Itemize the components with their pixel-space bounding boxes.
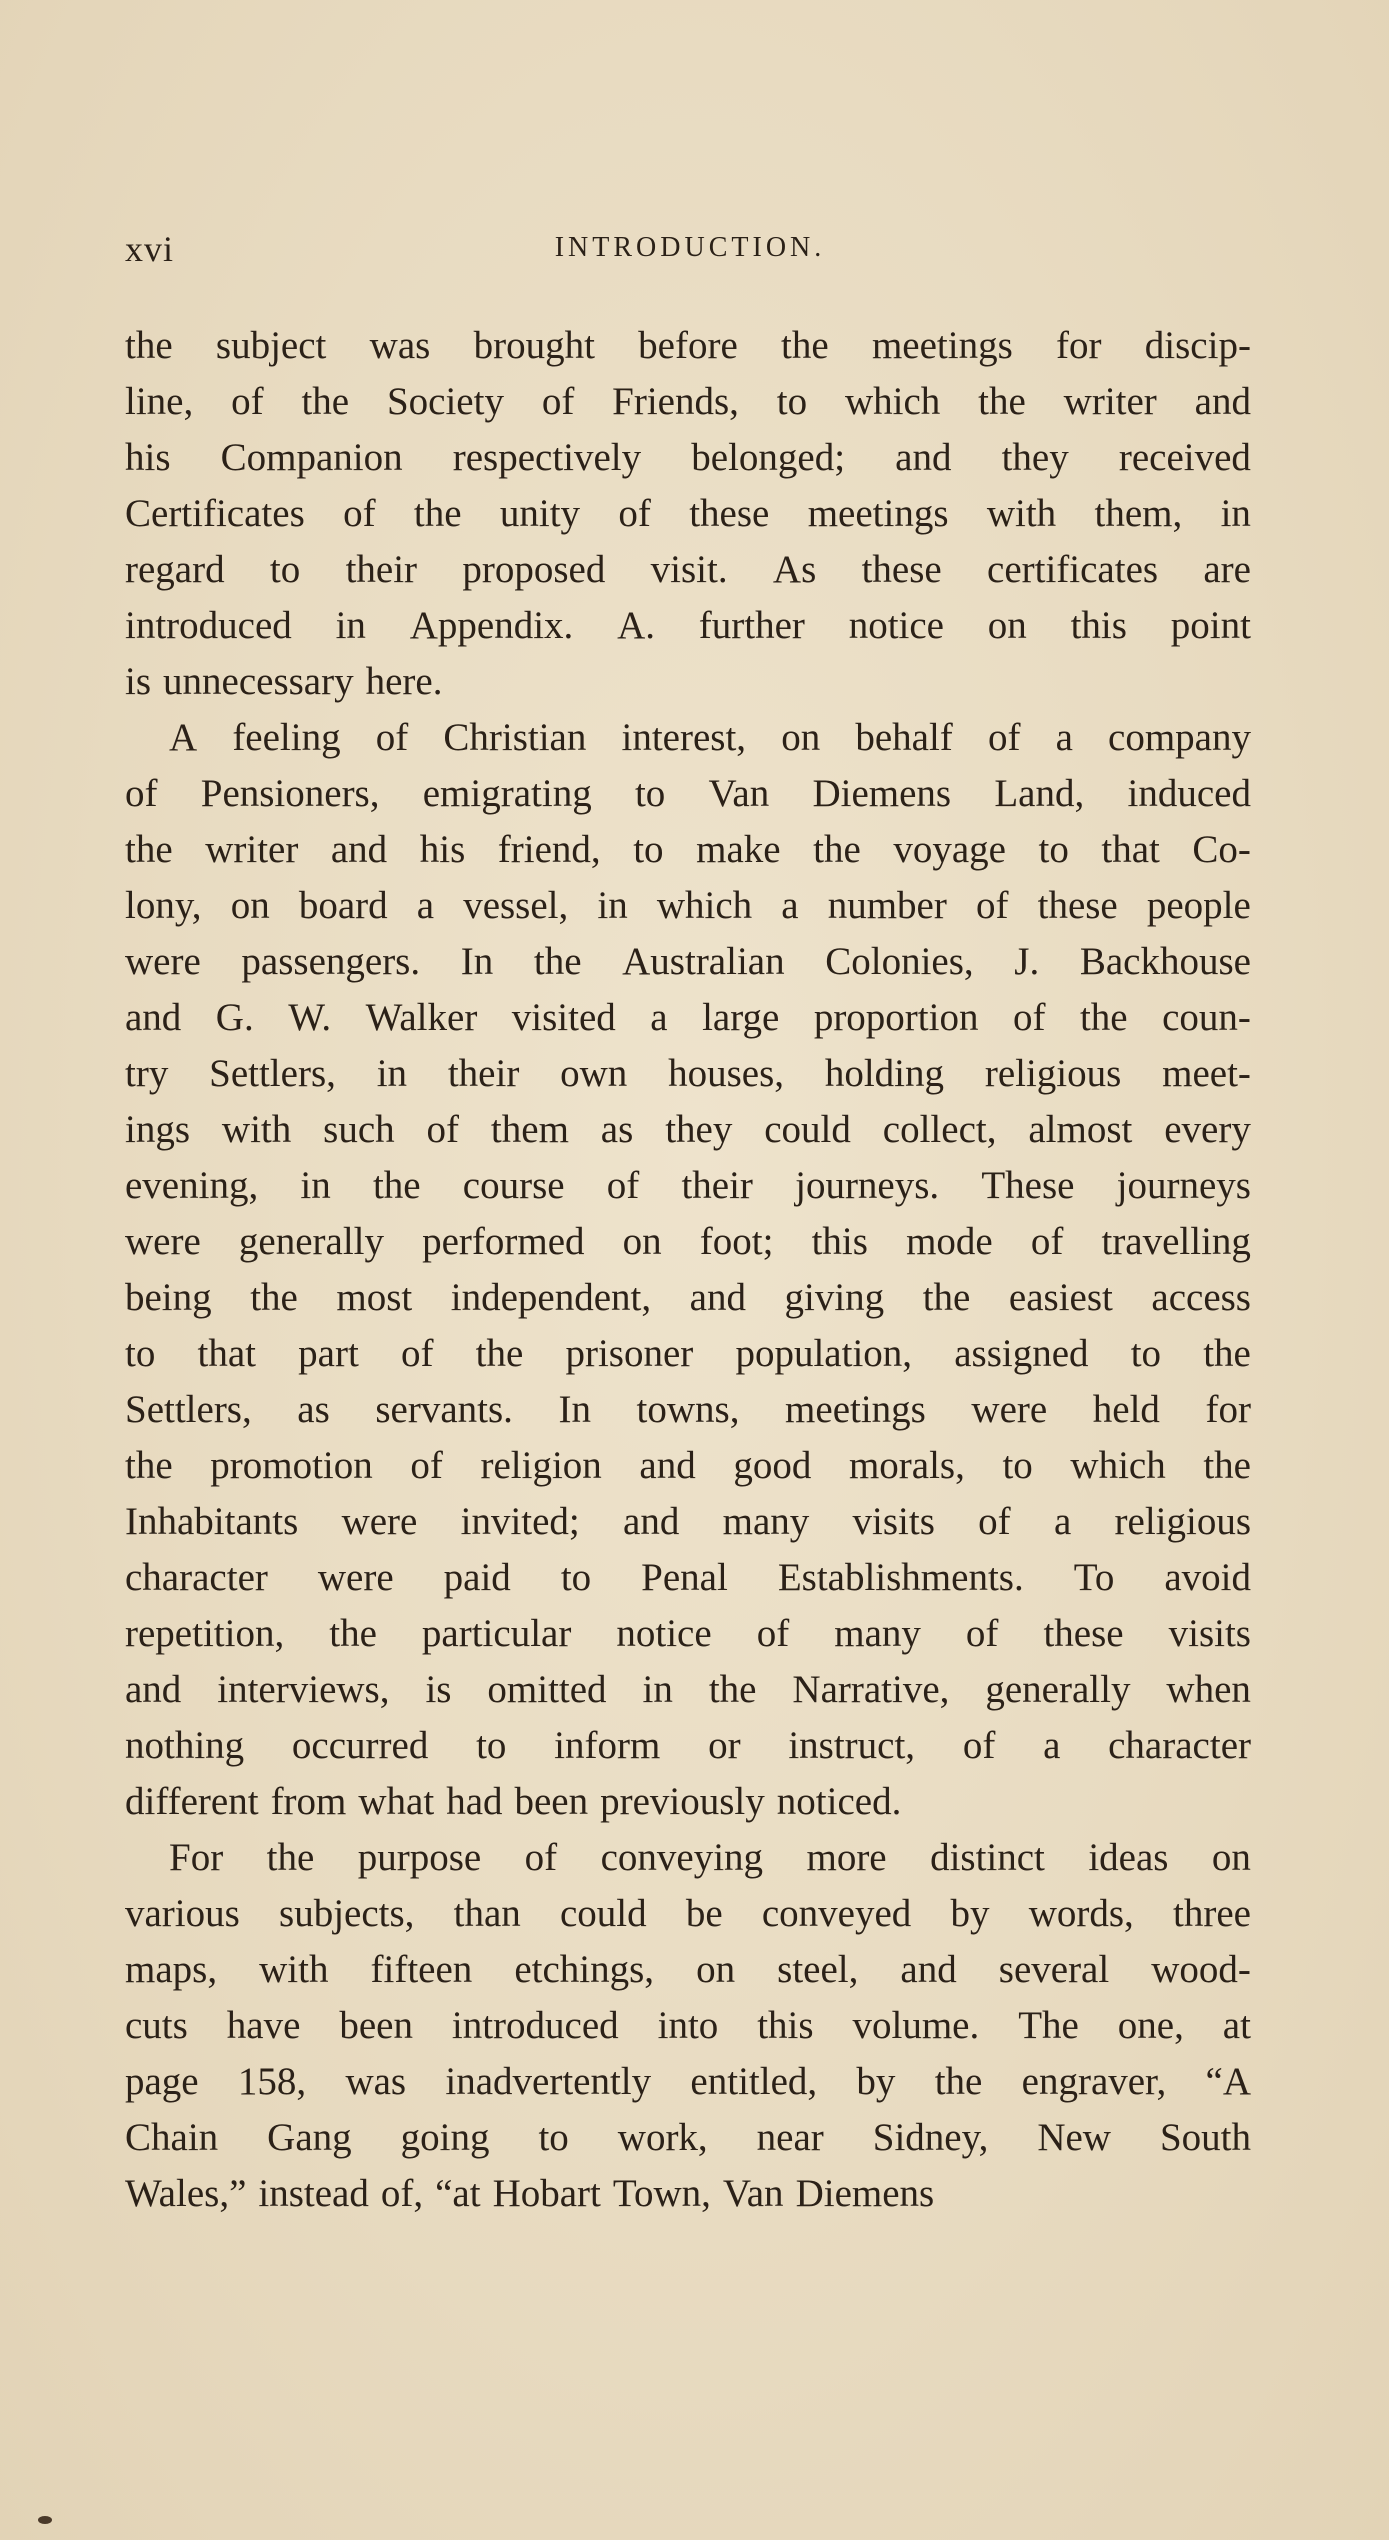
- text-line: Chain Gang going to work, near Sidney, New South: [125, 2116, 1251, 2159]
- text-line: repetition, the particular notice of many of these visits: [125, 1612, 1251, 1655]
- text-line: lony, on board a vessel, in which a number of these people: [125, 884, 1251, 927]
- text-line: is unnecessary here.: [125, 660, 443, 703]
- text-line: Settlers, as servants. In towns, meetings were held for: [125, 1388, 1251, 1431]
- ink-speck: [38, 2516, 52, 2524]
- text-line: maps, with fifteen etchings, on steel, and several wood-: [125, 1948, 1251, 1991]
- page-number: xvi: [125, 229, 175, 269]
- text-line: and interviews, is omitted in the Narrative, generally when: [125, 1668, 1251, 1711]
- text-line: were passengers. In the Australian Colonies, J. Backhouse: [125, 940, 1251, 983]
- running-head: [125, 228, 1255, 278]
- text-line: page 158, was inadvertently entitled, by the engraver, “A: [125, 2060, 1251, 2103]
- text-line: various subjects, than could be conveyed by words, three: [125, 1892, 1251, 1935]
- text-line: try Settlers, in their own houses, holding religious meet-: [125, 1052, 1251, 1095]
- text-line: different from what had been previously noticed.: [125, 1780, 902, 1823]
- text-line: were generally performed on foot; this mode of travelling: [125, 1220, 1251, 1263]
- text-line: A feeling of Christian interest, on behalf of a company: [169, 716, 1251, 759]
- text-line: introduced in Appendix. A. further notice on this point: [125, 604, 1251, 647]
- text-line: regard to their proposed visit. As these certificates are: [125, 548, 1251, 591]
- text-line: line, of the Society of Friends, to which the writer and: [125, 380, 1251, 423]
- text-line: and G. W. Walker visited a large proportion of the coun-: [125, 996, 1251, 1039]
- body-text: [125, 318, 1251, 2222]
- text-line: Certificates of the unity of these meetings with them, in: [125, 492, 1251, 535]
- text-line: character were paid to Penal Establishments. To avoid: [125, 1556, 1251, 1599]
- text-line: Wales,” instead of, “at Hobart Town, Van Diemens: [125, 2172, 935, 2215]
- text-line: evening, in the course of their journeys. These journeys: [125, 1164, 1251, 1207]
- text-line: ings with such of them as they could collect, almost every: [125, 1108, 1251, 1151]
- text-line: the writer and his friend, to make the voyage to that Co-: [125, 828, 1251, 871]
- text-line: Inhabitants were invited; and many visits of a religious: [125, 1500, 1251, 1543]
- text-line: his Companion respectively belonged; and they received: [125, 436, 1251, 479]
- text-line: being the most independent, and giving the easiest access: [125, 1276, 1251, 1319]
- paragraph: [125, 1830, 1251, 2222]
- paragraph: [125, 318, 1251, 710]
- text-line: of Pensioners, emigrating to Van Diemens Land, induced: [125, 772, 1251, 815]
- text-line: the subject was brought before the meetings for discip-: [125, 324, 1251, 367]
- running-title: INTRODUCTION.: [554, 232, 826, 263]
- text-line: the promotion of religion and good morals, to which the: [125, 1444, 1251, 1487]
- text-line: cuts have been introduced into this volume. The one, at: [125, 2004, 1251, 2047]
- paragraph: [125, 710, 1251, 1830]
- text-line: nothing occurred to inform or instruct, of a character: [125, 1724, 1251, 1767]
- text-line: For the purpose of conveying more distinct ideas on: [169, 1836, 1251, 1879]
- text-line: to that part of the prisoner population, assigned to the: [125, 1332, 1251, 1375]
